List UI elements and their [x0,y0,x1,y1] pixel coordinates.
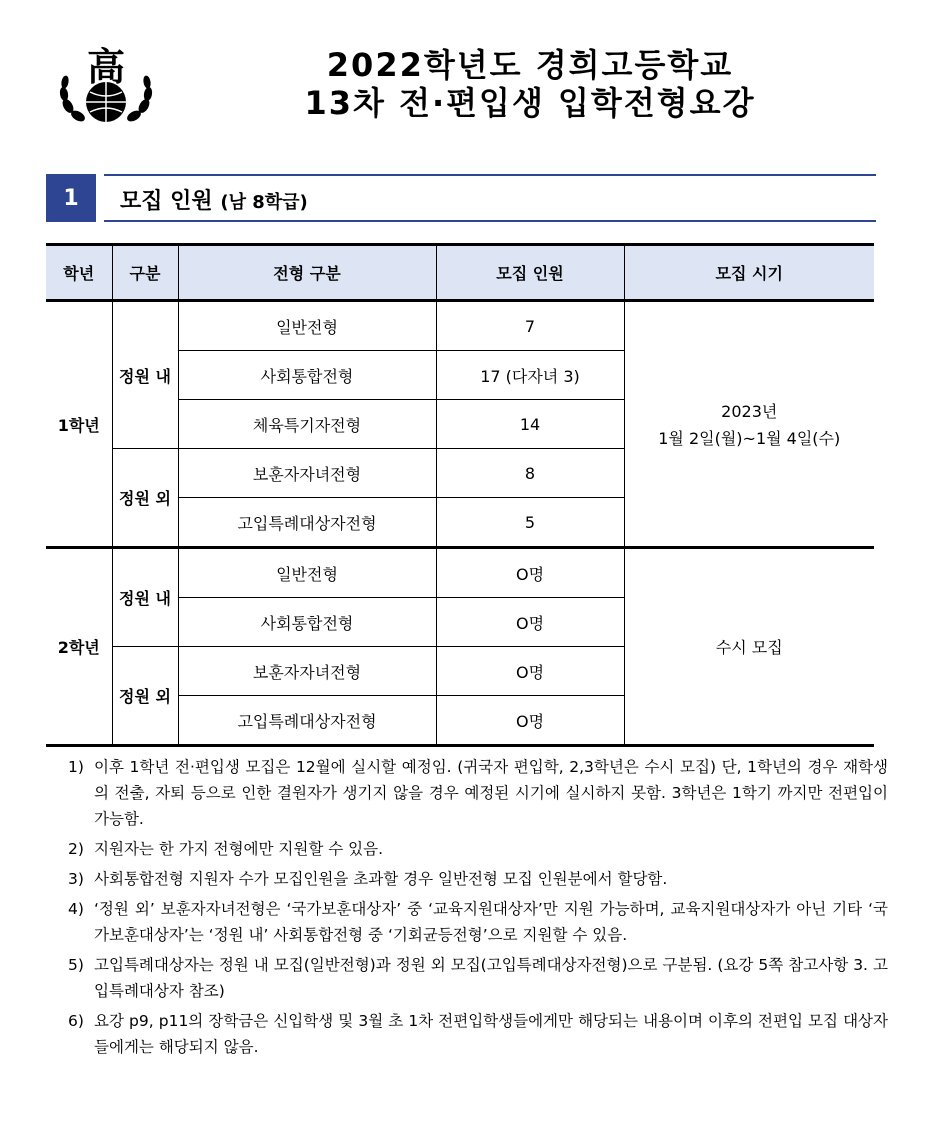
recruit-count: O명 [436,696,624,746]
grade1-period [624,301,874,548]
recruit-count: O명 [436,598,624,647]
title-line-1: 2022학년도 경희고등학교 [326,46,734,84]
note-number: 1) [68,758,84,776]
note-item [68,754,888,832]
note-text: 요강 p9, p11의 장학금은 신입학생 및 3월 초 1차 전편입학생들에게만 해당되는 내용이며 이후의 전편입 모집 대상자들에게는 해당되지 않음. [94,1012,888,1056]
recruit-count: 5 [436,498,624,548]
note-number: 2) [68,840,84,858]
grade2-inside-label: 정원 내 [112,548,178,647]
header-recruit-period: 모집 시기 [624,245,874,301]
grade1-outside-label: 정원 외 [112,449,178,548]
admission-type: 일반전형 [178,548,436,598]
notes-list [68,754,888,1064]
note-text: 이후 1학년 전·편입생 모집은 12월에 실시할 예정임. (귀국자 편입학, 2,3학년은 수시 모집) 단, 1학년의 경우 재학생의 전출, 자퇴 등으로 인한 결원자가 생기지 않을 경우 예정된 시기에 실시하지 못함. 3학년은 1학기 까지만 전편입이 가능함. [94,758,888,828]
laurel-right-icon [126,76,153,123]
note-number: 4) [68,900,84,918]
recruit-count: O명 [436,647,624,696]
grade1-period-year: 2023년 [721,402,778,421]
laurel-left-icon [59,76,86,123]
note-text: ‘정원 외’ 보훈자자녀전형은 ‘국가보훈대상자’ 중 ‘교육지원대상자’만 지원 가능하며, 교육지원대상자가 아닌 기타 ‘국가보훈대상자’는 ‘정원 내’ 사회통합전형 중 ‘기회균등전형’으로 지원할 수 있음. [94,900,888,944]
note-number: 5) [68,956,84,974]
note-item [68,836,888,862]
note-number: 6) [68,1012,84,1030]
admission-type: 일반전형 [178,301,436,351]
grade2-outside-label: 정원 외 [112,647,178,746]
recruit-count: 14 [436,400,624,449]
admission-type: 고입특례대상자전형 [178,498,436,548]
recruit-count: 7 [436,301,624,351]
admission-type: 고입특례대상자전형 [178,696,436,746]
grade1-period-dates: 1월 2일(월)~1월 4일(수) [658,429,841,448]
note-text: 고입특례대상자는 정원 내 모집(일반전형)과 정원 외 모집(고입특례대상자전형)으로 구분됨. (요강 5쪽 참고사항 3. 고입특례대상자 참조) [94,956,888,1000]
header-admission-type: 전형 구분 [178,245,436,301]
header-grade: 학년 [46,245,112,301]
admission-type: 사회통합전형 [178,351,436,400]
recruit-count: 8 [436,449,624,498]
page-title [180,46,880,122]
admission-type: 보훈자자녀전형 [178,449,436,498]
note-item [68,1008,888,1060]
recruitment-table [46,243,874,747]
section-title-text: 모집 인원 [120,189,213,214]
school-logo [56,44,156,128]
note-text: 지원자는 한 가지 전형에만 지원할 수 있음. [94,840,384,858]
section-number: 1 [46,174,96,222]
header-category: 구분 [112,245,178,301]
grade1-label: 1학년 [46,301,112,548]
logo-char: 高 [86,44,126,89]
table-row [46,548,874,598]
section-subtitle: (남 8학급) [220,192,308,213]
header-recruit-count: 모집 인원 [436,245,624,301]
grade1-inside-label: 정원 내 [112,301,178,449]
admission-type: 체육특기자전형 [178,400,436,449]
recruit-count: O명 [436,548,624,598]
note-number: 3) [68,870,84,888]
table-row [46,301,874,351]
title-line-2: 13차 전·편입생 입학전형요강 [304,84,756,122]
grade2-label: 2학년 [46,548,112,746]
section-rule-top [104,174,876,176]
section-title [120,184,308,215]
admission-type: 사회통합전형 [178,598,436,647]
section-rule-bottom [104,220,876,222]
admission-type: 보훈자자녀전형 [178,647,436,696]
table-header-row [46,245,874,301]
note-item [68,952,888,1004]
note-item [68,866,888,892]
grade2-period: 수시 모집 [624,548,874,746]
note-item [68,896,888,948]
note-text: 사회통합전형 지원자 수가 모집인원을 초과할 경우 일반전형 모집 인원분에서 할당함. [94,870,668,888]
recruit-count: 17 (다자녀 3) [436,351,624,400]
